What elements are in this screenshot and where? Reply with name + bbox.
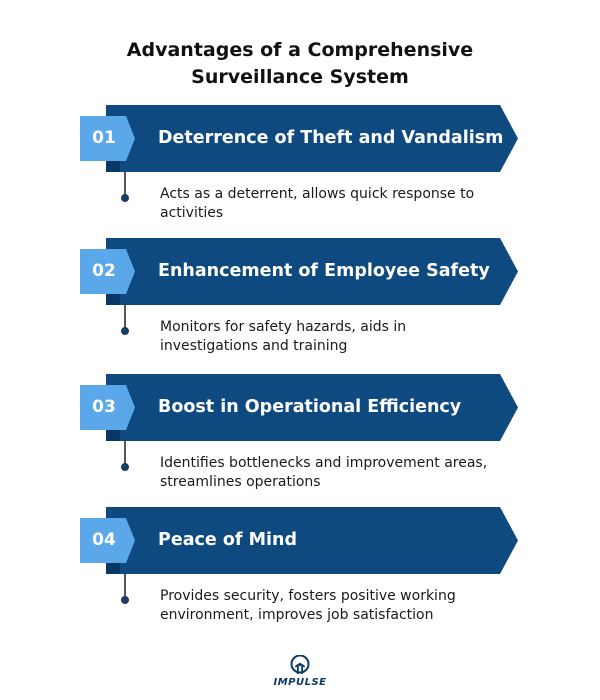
logo-text: IMPULSE <box>273 677 327 688</box>
item-description: Acts as a deterrent, allows quick response to activities <box>160 186 475 221</box>
item-number: 03 <box>92 397 116 417</box>
connector-dot <box>121 194 129 202</box>
title-line-1: Advantages of a Comprehensive <box>126 39 474 61</box>
item-number: 02 <box>92 261 116 281</box>
item-heading: Deterrence of Theft and Vandalism <box>158 128 504 148</box>
title-line-2: Surveillance System <box>191 66 409 88</box>
item-heading: Enhancement of Employee Safety <box>158 261 490 281</box>
item-heading: Peace of Mind <box>158 530 297 550</box>
connector-line <box>124 305 126 329</box>
item-description: Provides security, fosters positive working environment, improves job satisfaction <box>160 588 456 623</box>
connector-dot <box>121 596 129 604</box>
advantage-item-3 <box>0 374 600 504</box>
advantage-item-1 <box>0 105 600 235</box>
item-description: Identifies bottlenecks and improvement areas, streamlines operations <box>160 455 488 490</box>
item-number: 01 <box>92 128 116 148</box>
item-number: 04 <box>92 530 116 550</box>
connector-line <box>124 441 126 465</box>
brand-logo <box>270 655 330 691</box>
signal-broadcast-icon <box>289 655 311 677</box>
connector-line <box>124 574 126 598</box>
advantage-item-2 <box>0 238 600 368</box>
connector-line <box>124 172 126 196</box>
page-title <box>0 37 600 91</box>
connector-dot <box>121 327 129 335</box>
advantage-item-4 <box>0 507 600 637</box>
item-description: Monitors for safety hazards, aids in investigations and training <box>160 319 407 354</box>
connector-dot <box>121 463 129 471</box>
item-heading: Boost in Operational Efficiency <box>158 397 462 417</box>
